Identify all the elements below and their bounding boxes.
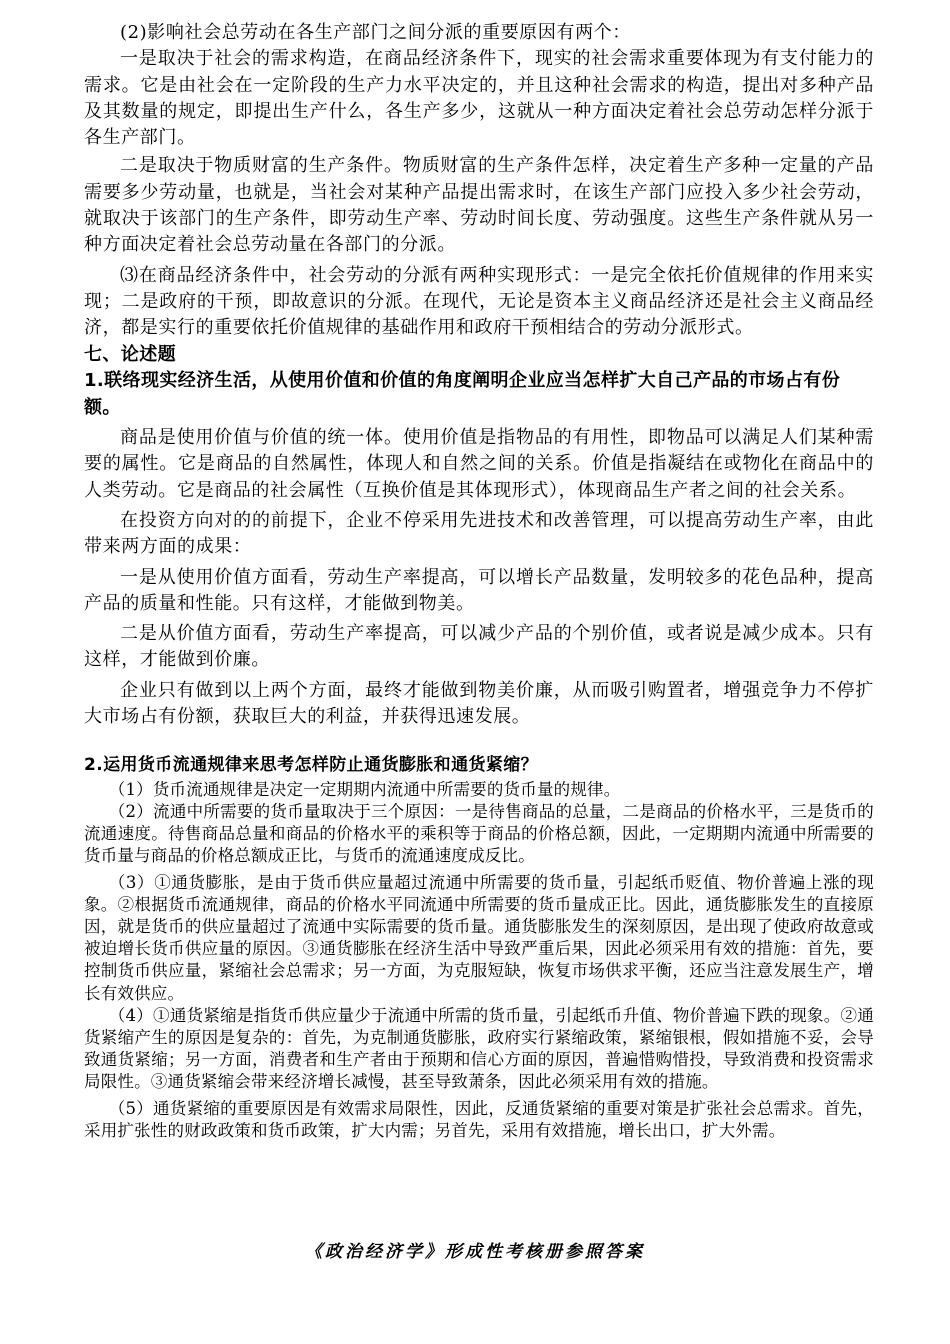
paragraph: (2)影响社会总劳动在各生产部门之间分派的重要原因有两个：	[120, 22, 631, 43]
question-title: 1.联络现实经济生活，从使用价值和价值的角度阐明企业应当怎样扩大自己产品的市场占有份额。	[84, 370, 841, 418]
spacer	[84, 730, 874, 752]
page-footer: 《政治经济学》形成性考核册参照答案	[305, 1242, 645, 1262]
section-heading: 七、论述题	[84, 343, 176, 365]
paragraph: （2）流通中所需要的货币量取决于三个原因：一是待售商品的总量，二是商品的价格水平，三是货币的流通速度。待售商品总量和商品的价格水平的乘积等于商品的价格总额，因此，一定期期内流通中所需要的货币量与商品的价格总额成正比，与货币的流通速度成反比。	[84, 802, 874, 866]
question-title: 2.运用货币流通规律来思考怎样防止通货膨胀和通货紧缩？	[84, 755, 539, 776]
paragraph: 一是取决于社会的需求构造，在商品经济条件下，现实的社会需求重要体现为有支付能力的需求。它是由社会在一定阶段的生产力水平决定的，并且这种社会需求的构造，提出对多种产品及其数量的规定，即提出生产什么，各生产多少，这就从一种方面决定着社会总劳动怎样分派于各生产部门。	[84, 48, 874, 149]
paragraph: 二是从价值方面看，劳动生产率提高，可以减少产品的个别价值，或者说是减少成本。只有这样，才能做到价廉。	[84, 623, 874, 671]
paragraph: 一是从使用价值方面看，劳动生产率提高，可以增长产品数量，发明较多的花色品种，提高产品的质量和性能。只有这样，才能做到物美。	[84, 566, 874, 614]
paragraph: 企业只有做到以上两个方面，最终才能做到物美价廉，从而吸引购置者，增强竞争力不停扩大市场占有份额，获取巨大的利益，并获得迅速发展。	[84, 679, 874, 728]
paragraph: 商品是使用价值与价值的统一体。使用价值是指物品的有用性，即物品可以满足人们某种需要的属性。它是商品的自然属性，体现人和自然之间的关系。价值是指凝结在或物化在商品中的人类劳动。它是商品的社会属性（互换价值是其体现形式），体现商品生产者之间的社会关系。	[84, 427, 874, 501]
paragraph: （5）通货紧缩的重要原因是有效需求局限性，因此，反通货紧缩的重要对策是扩张社会总需求。首先，采用扩张性的财政政策和货币政策，扩大内需；另首先，采用有效措施，增长出口，扩大外需。	[84, 1098, 874, 1140]
paragraph: （4）①通货紧缩是指货币供应量少于流通中所需的货币量，引起纸币升值、物价普遍下跌的现象。②通货紧缩产生的原因是复杂的：首先，为克制通货膨胀，政府实行紧缩政策，紧缩银根，假如措施不妥，会导致通货紧缩；另一方面，消费者和生产者由于预期和信心方面的原因，普遍惜购惜投，导致消费和投资需求局限性。③通货紧缩会带来经济增长减慢，甚至导致萧条，因此必须采用有效的措施。	[84, 1005, 874, 1092]
paragraph: ⑶在商品经济条件中，社会劳动的分派有两种实现形式：一是完全依托价值规律的作用来实现；二是政府的干预，即故意识的分派。在现代，无论是资本主义商品经济还是社会主义商品经济，都是实行的重要依托价值规律的基础作用和政府干预相结合的劳动分派形式。	[84, 264, 874, 339]
paragraph: 二是取决于物质财富的生产条件。物质财富的生产条件怎样，决定着生产多种一定量的产品需要多少劳动量，也就是，当社会对某种产品提出需求时，在该生产部门应投入多少社会劳动，就取决于该部门的生产条件，即劳动生产率、劳动时间长度、劳动强度。这些生产条件就从另一种方面决定着社会总劳动量在各部门的分派。	[84, 155, 874, 256]
paragraph: （3）①通货膨胀，是由于货币供应量超过流通中所需要的货币量，引起纸币贬值、物价普遍上涨的现象。②根据货币流通规律，商品的价格水平同流通中所需要的货币量成正比。因此，通货膨胀发生的直接原因，就是货币的供应量超过了流通中实际需要的货币量。通货膨胀发生的深刻原因，是出现了使政府故意或被迫增长货币供应量的原因。③通货膨胀在经济生活中导致严重后果，因此必须采用有效的措施：首先，要控制货币供应量，紧缩社会总需求；另一方面，为克服短缺，恢复市场供求平衡，还应当注意发展生产，增长有效供应。	[84, 872, 874, 1003]
document-page	[84, 20, 874, 1142]
paragraph: 在投资方向对的的前提下，企业不停采用先进技术和改善管理，可以提高劳动生产率，由此带来两方面的成果：	[84, 509, 874, 558]
paragraph: （1）货币流通规律是决定一定期期内流通中所需要的货币量的规律。	[108, 779, 621, 799]
